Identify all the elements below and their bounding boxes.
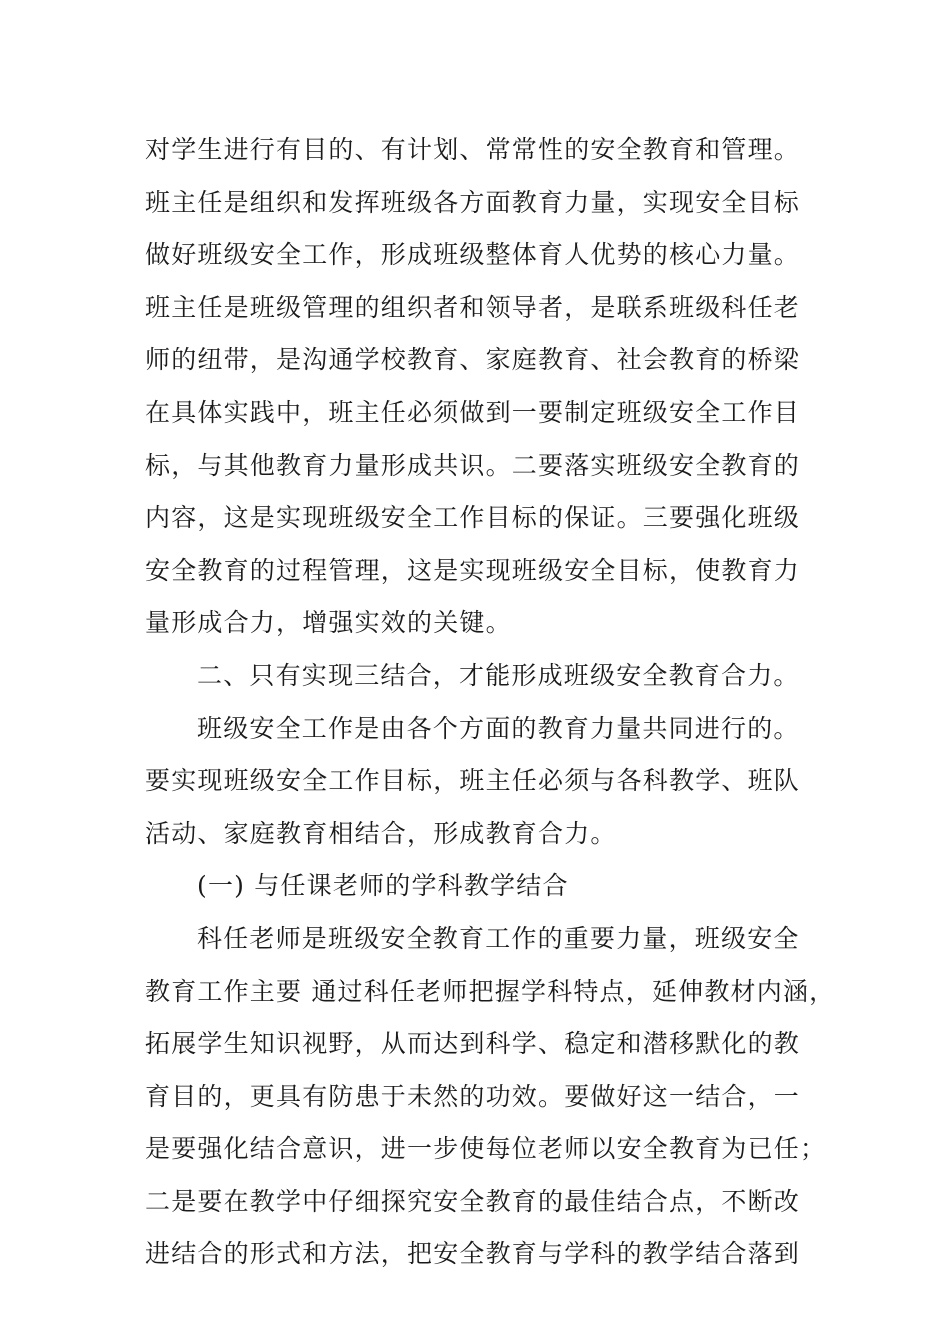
text-line: 在具体实践中，班主任必须做到一要制定班级安全工作目 bbox=[145, 397, 801, 427]
text-line: 是要强化结合意识，进一步使每位老师以安全教育为已任； bbox=[145, 1134, 827, 1164]
text-line: 内容，这是实现班级安全工作目标的保证。三要强化班级 bbox=[145, 503, 801, 533]
text-line: 教育工作主要 通过科任老师把握学科特点，延伸教材内涵， bbox=[145, 976, 836, 1006]
text-line: 标，与其他教育力量形成共识。二要落实班级安全教育的 bbox=[145, 450, 801, 480]
text-line: 班主任是组织和发挥班级各方面教育力量，实现安全目标 bbox=[145, 187, 801, 217]
text-line: 科任老师是班级安全教育工作的重要力量，班级安全 bbox=[197, 923, 800, 953]
text-line: 进结合的形式和方法，把安全教育与学科的教学结合落到 bbox=[145, 1239, 801, 1269]
text-line: 对学生进行有目的、有计划、常常性的安全教育和管理。 bbox=[145, 135, 801, 164]
text-line: 师的纽带，是沟通学校教育、家庭教育、社会教育的桥梁 bbox=[145, 345, 801, 375]
text-line: 要实现班级安全工作目标，班主任必须与各科教学、班队 bbox=[145, 766, 801, 796]
text-line: 活动、家庭教育相结合，形成教育合力。 bbox=[145, 818, 617, 848]
text-line: 二是要在教学中仔细探究安全教育的最佳结合点，不断改 bbox=[145, 1186, 801, 1216]
text-line: 量形成合力，增强实效的关键。 bbox=[145, 608, 512, 638]
text-line: 班主任是班级管理的组织者和领导者，是联系班级科任老 bbox=[145, 292, 801, 322]
body-text bbox=[145, 124, 836, 1281]
section-heading: 二、只有实现三结合，才能形成班级安全教育合力。 bbox=[197, 660, 800, 690]
subsection-heading: (一) 与任课老师的学科教学结合 bbox=[197, 871, 569, 901]
text-line: 拓展学生知识视野，从而达到科学、稳定和潜移默化的教 bbox=[145, 1029, 801, 1059]
text-line: 安全教育的过程管理，这是实现班级安全目标，使教育力 bbox=[145, 555, 801, 585]
text-line: 做好班级安全工作，形成班级整体育人优势的核心力量。 bbox=[145, 240, 801, 270]
text-line: 班级安全工作是由各个方面的教育力量共同进行的。 bbox=[197, 713, 800, 743]
text-line: 育目的，更具有防患于未然的功效。要做好这一结合，一 bbox=[145, 1081, 801, 1111]
